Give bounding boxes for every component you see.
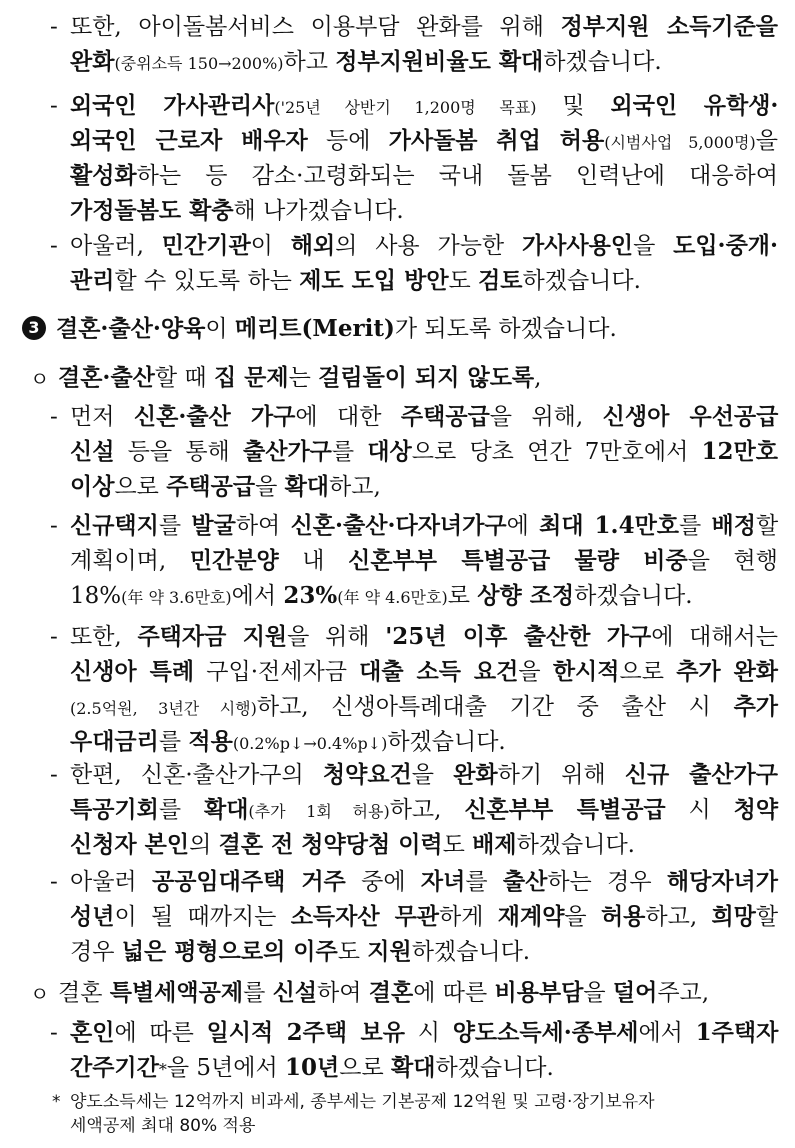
bold-run: 양도소득세·종부세 <box>452 1019 639 1046</box>
bold-run: 외국인 가사관리사 <box>70 92 275 119</box>
text-line <box>70 692 778 724</box>
text-run: 으로 <box>114 474 167 500</box>
text-line <box>70 472 381 502</box>
small-run: (年 약 3.6만호) <box>121 588 232 607</box>
text-run: 하겠습니다. <box>516 832 635 858</box>
bold-run: 정부지원 소득기준을 <box>560 13 778 40</box>
dash-marker: - <box>50 1020 58 1046</box>
dash-marker: - <box>50 233 58 259</box>
text-run: 으로 <box>619 659 677 685</box>
bold-run: 신설 <box>272 979 318 1006</box>
text-line <box>56 314 617 344</box>
text-run: 으로 <box>339 1055 391 1081</box>
bold-run: 완화 <box>70 48 115 75</box>
text-run: 를 <box>679 513 712 539</box>
small-run: (0.2%p↓→0.4%p↓) <box>232 734 388 753</box>
bold-run: 집 문제 <box>213 364 289 391</box>
text-run: 하는 등 감소·고령화되는 국내 돌봄 인력난에 대응하여 <box>136 163 778 189</box>
dash-marker: - <box>50 762 58 788</box>
text-run: 하겠습니다. <box>387 729 506 755</box>
text-line <box>70 511 778 541</box>
bold-run: 출산가구 <box>243 438 332 465</box>
text-run: 하여 <box>235 513 291 539</box>
bold-run: 청약요건 <box>322 761 412 788</box>
bold-run: '25년 이후 출산한 가구 <box>385 623 652 650</box>
bold-run: 결혼 <box>368 979 414 1006</box>
text-line <box>58 363 541 393</box>
text-run: 경우 <box>70 939 122 965</box>
text-run: 하고 <box>283 49 336 75</box>
text-run: 을 위해, <box>489 404 603 430</box>
bold-run: 추가 <box>733 693 778 720</box>
text-line <box>70 47 662 79</box>
text-run: 하여 <box>317 980 369 1006</box>
bold-run: 해외 <box>290 232 336 259</box>
text-line <box>70 91 778 123</box>
text-run: 또한, <box>70 624 138 650</box>
bold-run: 소득자산 무관 <box>290 903 440 930</box>
bold-run: 신생아 우선공급 <box>602 403 779 430</box>
bold-run: 추가 완화 <box>676 658 779 685</box>
bold-run: 간주기간 <box>70 1054 159 1081</box>
bold-run: 비용부담 <box>494 979 584 1006</box>
bold-run: 발굴 <box>191 512 236 539</box>
dash-marker: - <box>50 404 58 430</box>
text-line <box>70 760 778 790</box>
bold-run: 주택공급 <box>400 403 490 430</box>
bold-run: 제도 도입 방안 <box>299 267 449 294</box>
text-run: 하겠습니다. <box>543 49 662 75</box>
text-run: 할 수 있도록 하는 <box>114 268 300 294</box>
bold-run: 넓은 평형으로의 이주 <box>121 938 338 965</box>
bold-run: 재계약 <box>497 903 565 930</box>
text-run: 구입·전세자금 <box>194 659 360 685</box>
bold-run: 덜어 <box>612 979 658 1006</box>
text-run: 를 <box>158 729 189 755</box>
bold-run: 신혼부부 특별공급 <box>464 796 666 823</box>
bold-run: 신혼부부 특별공급 물량 비중 <box>348 547 688 574</box>
footnote-line: 양도소득세는 12억까지 비과세, 종부세는 기본공제 12억원 및 고령·장기보유자 <box>70 1092 655 1112</box>
text-run: 에 대해서는 <box>651 624 778 650</box>
text-run: 을 5년에서 <box>166 1055 286 1081</box>
bold-run: 확대 <box>391 1054 436 1081</box>
text-run: 18% <box>70 583 122 609</box>
bold-run: 최대 1.4만호 <box>539 512 680 539</box>
text-run: 하겠습니다. <box>574 583 693 609</box>
dash-marker: - <box>50 513 58 539</box>
text-line <box>70 546 778 576</box>
bold-run: 가정돌봄도 확충 <box>70 197 234 224</box>
text-run: 하고, <box>645 904 712 930</box>
text-run: 할 <box>755 513 779 539</box>
small-run: (시범사업 5,000명) <box>604 133 756 152</box>
text-run: 등을 통해 <box>114 439 244 465</box>
bold-run: 배제 <box>472 831 517 858</box>
footnote-line: 세액공제 최대 80% 적용 <box>70 1116 256 1136</box>
text-run: 한편, 신혼·출산가구의 <box>70 762 323 788</box>
bold-run: 검토 <box>478 267 523 294</box>
text-run: 에서 <box>231 583 284 609</box>
footnote-marker: * <box>52 1092 61 1112</box>
text-run: 도 <box>442 832 473 858</box>
bold-run: 특별세액공제 <box>109 979 244 1006</box>
text-line <box>58 978 709 1008</box>
bold-run: 허용 <box>600 903 646 930</box>
text-run: 등에 <box>307 128 389 154</box>
text-run: 로 <box>447 583 478 609</box>
text-run: 를 <box>331 439 368 465</box>
text-run: 및 <box>536 93 611 119</box>
bold-run: 혼인 <box>70 1019 115 1046</box>
text-run: 할 때 <box>154 365 214 391</box>
text-run: 하겠습니다. <box>435 1055 554 1081</box>
text-run: , <box>534 365 542 391</box>
text-run: 이 될 때까지는 <box>114 904 291 930</box>
text-run: 에 따른 <box>114 1020 207 1046</box>
text-run: 하고, <box>389 797 465 823</box>
small-run: * <box>158 1060 167 1079</box>
text-run: 을 현행 <box>687 548 778 574</box>
text-line <box>70 12 778 42</box>
text-line <box>70 126 778 158</box>
small-run: (중위소득 150→200%) <box>114 54 284 73</box>
text-line <box>70 657 778 687</box>
text-run: 는 <box>288 365 319 391</box>
text-run: 할 <box>755 904 779 930</box>
text-run: 의 사용 가능한 <box>335 233 522 259</box>
text-run: 도 <box>448 268 479 294</box>
section-number-badge: 3 <box>22 316 46 340</box>
text-line <box>70 581 693 613</box>
text-run: 계획이며, <box>70 548 190 574</box>
bold-run: 활성화 <box>70 162 137 189</box>
bold-run: 외국인 유학생· <box>610 92 779 119</box>
text-run: 하고, <box>329 474 381 500</box>
text-line <box>70 1053 554 1085</box>
bold-run: 도입·중개· <box>673 232 779 259</box>
text-line <box>70 266 641 296</box>
bold-run: 희망 <box>711 903 756 930</box>
text-run: 을 위해 <box>287 624 386 650</box>
bold-run: 신설 <box>70 438 115 465</box>
circle-marker: ㅇ <box>30 982 50 1006</box>
bold-run: 신혼·출산 가구 <box>133 403 296 430</box>
text-run: 하는 경우 <box>547 869 667 895</box>
bold-run: 신규택지 <box>70 512 159 539</box>
bold-run: 적용 <box>188 728 233 755</box>
text-line <box>70 902 778 932</box>
bold-run: 민간분양 <box>189 547 279 574</box>
bold-run: 메리트(Merit) <box>234 315 395 342</box>
text-line <box>70 196 404 226</box>
text-run: 하고, 신생아특례대출 기간 중 출산 시 <box>256 694 734 720</box>
bold-run: 10년 <box>285 1054 340 1081</box>
bold-run: 민간기관 <box>161 232 251 259</box>
text-line <box>70 402 778 432</box>
bold-run: 확대 <box>203 796 249 823</box>
text-line <box>70 727 506 759</box>
text-run: 에 대한 <box>295 404 401 430</box>
bold-run: 일시적 2주택 보유 <box>206 1019 405 1046</box>
text-line <box>70 161 778 191</box>
text-run: 으로 당초 연간 7만호에서 <box>411 439 702 465</box>
text-run: 하겠습니다. <box>522 268 641 294</box>
text-run: 시 <box>665 797 734 823</box>
bold-run: 확대 <box>284 473 330 500</box>
text-run: 중에 <box>345 869 421 895</box>
bold-run: 주택공급 <box>166 473 256 500</box>
bold-run: 신혼·출산·다자녀가구 <box>290 512 507 539</box>
text-line <box>70 937 530 967</box>
bold-run: 성년 <box>70 903 115 930</box>
text-run: 가 되도록 하겠습니다. <box>394 316 617 342</box>
bold-run: 정부지원비율도 확대 <box>335 48 544 75</box>
text-line <box>70 795 778 827</box>
bold-run: 배정 <box>711 512 756 539</box>
bold-run: 관리 <box>70 267 115 294</box>
text-line <box>70 867 778 897</box>
bold-run: 자녀 <box>420 868 466 895</box>
text-run: 아울러, <box>70 233 162 259</box>
text-run: 이 <box>205 316 235 342</box>
bold-run: 상향 조정 <box>477 582 575 609</box>
text-run: 주고, <box>657 980 710 1006</box>
text-run: 먼저 <box>70 404 134 430</box>
text-run: 에 따른 <box>413 980 495 1006</box>
bold-run: 신청자 본인 <box>70 831 190 858</box>
text-line <box>70 1018 778 1048</box>
bold-run: 이상 <box>70 473 115 500</box>
text-line <box>70 437 778 467</box>
bold-run: 걸림돌이 되지 않도록 <box>318 364 535 391</box>
text-run: 을 <box>255 474 285 500</box>
bold-run: 주택자금 지원 <box>137 623 288 650</box>
text-run: 을 <box>518 659 553 685</box>
bold-run: 결혼·출산 <box>58 364 155 391</box>
text-run: 결혼 <box>58 980 110 1006</box>
bold-run: 공공임대주택 거주 <box>152 868 346 895</box>
text-run: 를 <box>465 869 503 895</box>
text-run: 해 나가겠습니다. <box>233 198 404 224</box>
bold-run: 신생아 특례 <box>70 658 195 685</box>
bold-run: 12만호 <box>701 438 778 465</box>
bold-run: 결혼 전 청약당첨 이력 <box>218 831 443 858</box>
bold-run: 청약 <box>733 796 779 823</box>
text-run: 을 <box>564 904 601 930</box>
bold-run: 출산 <box>502 868 548 895</box>
text-run: 아울러 <box>70 869 152 895</box>
text-run: 에서 <box>638 1020 696 1046</box>
bold-run: 외국인 근로자 배우자 <box>70 127 308 154</box>
dash-marker: - <box>50 624 58 650</box>
bold-run: 결혼·출산·양육 <box>56 315 206 342</box>
small-run: (年 약 4.6만호) <box>337 588 448 607</box>
bold-run: 가사돌봄 취업 허용 <box>388 127 605 154</box>
text-run: 하기 위해 <box>497 762 625 788</box>
text-run: 시 <box>404 1020 453 1046</box>
bold-run: 대상 <box>367 438 412 465</box>
bold-run: 한시적 <box>552 658 620 685</box>
text-run: 도 <box>337 939 368 965</box>
text-run: 하겠습니다. <box>411 939 531 965</box>
bold-run: 특공기회 <box>70 796 159 823</box>
text-run: 를 <box>243 980 273 1006</box>
bold-run: 신규 출산가구 <box>624 761 778 788</box>
text-line <box>70 622 778 652</box>
text-run: 을 <box>583 980 613 1006</box>
text-run: 의 <box>189 832 219 858</box>
text-run: 하게 <box>439 904 498 930</box>
text-run: 를 <box>158 513 192 539</box>
bold-run: 23% <box>283 582 338 609</box>
text-run: 을 <box>755 128 778 154</box>
bold-run: 대출 소득 요건 <box>359 658 519 685</box>
text-run: 을 <box>411 762 454 788</box>
text-run: 에 <box>506 513 540 539</box>
bold-run: 해당자녀가 <box>666 868 778 895</box>
small-run: (추가 1회 허용) <box>248 802 390 821</box>
text-line <box>70 830 635 860</box>
dash-marker: - <box>50 14 58 40</box>
dash-marker: - <box>50 93 58 119</box>
small-run: (2.5억원, 3년간 시행) <box>70 699 257 718</box>
bold-run: 완화 <box>453 761 498 788</box>
text-run: 이 <box>250 233 291 259</box>
text-line <box>70 231 778 261</box>
text-run: 또한, 아이돌봄서비스 이용부담 완화를 위해 <box>70 14 561 40</box>
text-run: 을 <box>633 233 674 259</box>
small-run: ('25년 상반기 1,200명 목표) <box>274 98 537 117</box>
text-run: 를 <box>158 797 204 823</box>
dash-marker: - <box>50 869 58 895</box>
bold-run: 지원 <box>367 938 412 965</box>
bold-run: 가사사용인 <box>521 232 634 259</box>
bold-run: 1주택자 <box>695 1019 779 1046</box>
text-run: 내 <box>278 548 349 574</box>
circle-marker: ㅇ <box>30 367 50 391</box>
bold-run: 우대금리 <box>70 728 159 755</box>
